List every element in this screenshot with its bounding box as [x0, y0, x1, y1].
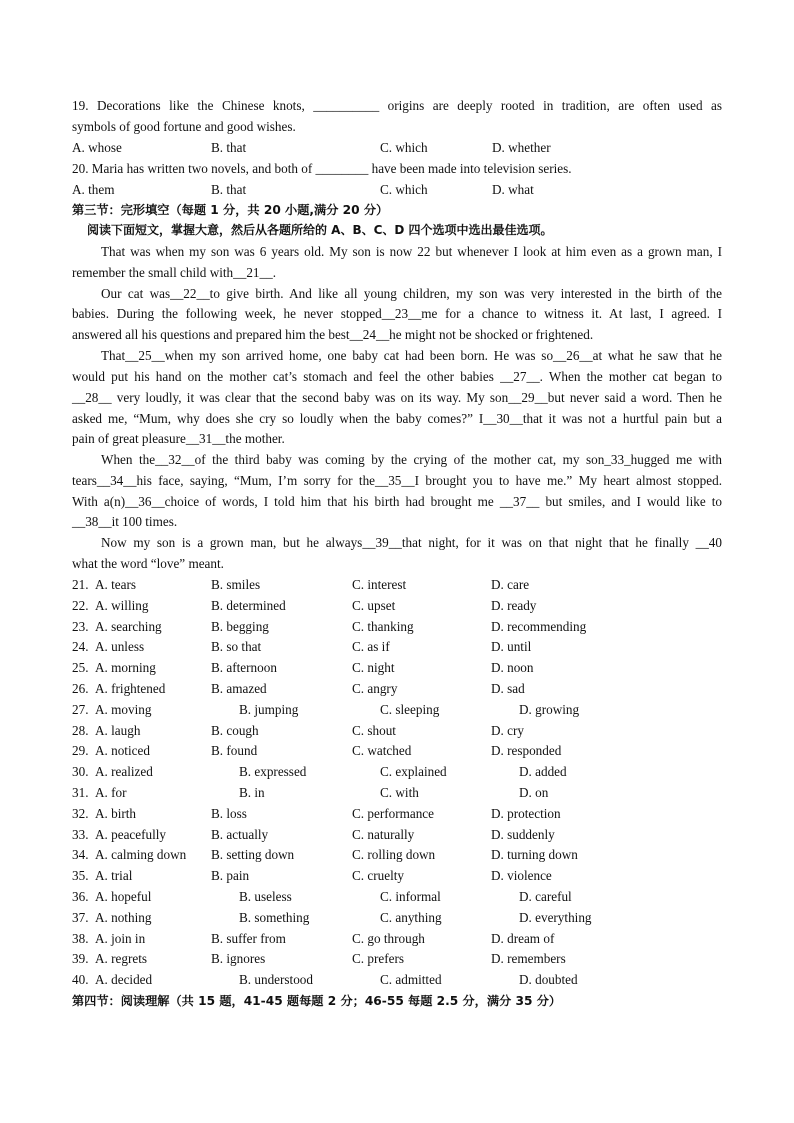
q19-option-a: A. whose	[72, 140, 122, 155]
option-b: B. suffer from	[211, 930, 286, 946]
option-a: A. searching	[95, 618, 162, 634]
question-number: 34.	[72, 847, 89, 863]
option-a: A. noticed	[95, 743, 150, 759]
option-d: D. cry	[491, 722, 524, 738]
option-b: B. something	[239, 909, 310, 925]
option-c: C. informal	[380, 889, 441, 904]
option-c: C. admitted	[380, 972, 442, 988]
passage-line: When the__32__of the third baby was coming by the crying of the mother cat, my son_33_hugged me with	[101, 452, 722, 467]
option-a: A. for	[95, 785, 127, 800]
passage-line: babies. During the following week, he never stopped__23__me for a chance to witness it. At last, I agreed. I	[72, 306, 722, 321]
question-number: 22.	[72, 597, 89, 613]
option-b: B. so that	[211, 639, 262, 655]
option-c: C. thanking	[352, 618, 414, 634]
option-c: C. explained	[380, 764, 447, 780]
option-a: A. morning	[95, 660, 156, 676]
option-a: A. moving	[95, 701, 152, 717]
question-number: 35.	[72, 868, 89, 884]
q19-stem-line1: 19. Decorations like the Chinese knots, __________ origins are deeply rooted in tradition, are often used as	[72, 98, 722, 113]
option-a: A. peacefully	[95, 826, 167, 842]
option-c: C. interest	[352, 577, 407, 592]
passage-line: __38__it 100 times.	[72, 514, 178, 529]
option-a: A. calming down	[95, 847, 187, 863]
q19-option-d: D. whether	[492, 140, 551, 155]
question-number: 39.	[72, 951, 89, 967]
option-c: C. as if	[352, 639, 390, 655]
option-a: A. willing	[95, 597, 149, 613]
option-b: B. smiles	[211, 577, 261, 592]
option-a: A. nothing	[95, 909, 152, 925]
passage-line: That was when my son was 6 years old. My son is now 22 but whenever I look at him even as a grown man, I	[101, 244, 722, 259]
option-d: D. noon	[491, 660, 534, 676]
option-c: C. angry	[352, 681, 398, 696]
question-number: 33.	[72, 826, 89, 842]
passage-line: Now my son is a grown man, but he always__39__that night, for it was on that night that he finally __40	[101, 535, 722, 550]
option-b: B. determined	[211, 597, 286, 613]
option-c: C. prefers	[352, 951, 404, 967]
option-d: D. responded	[491, 743, 562, 759]
option-d: D. added	[519, 764, 567, 780]
question-number: 28.	[72, 722, 89, 738]
question-number: 38.	[72, 930, 89, 946]
option-b: B. jumping	[239, 701, 299, 717]
q20-option-c: C. which	[380, 182, 428, 197]
q20-option-a: A. them	[72, 182, 115, 197]
option-c: C. watched	[352, 743, 412, 759]
question-number: 40.	[72, 972, 89, 988]
question-number: 31.	[72, 785, 89, 800]
option-d: D. suddenly	[491, 826, 555, 842]
option-c: C. cruelty	[352, 868, 405, 884]
option-d: D. until	[491, 639, 532, 655]
passage-line: what the word “love” meant.	[72, 556, 224, 571]
option-d: D. care	[491, 577, 530, 592]
option-c: C. with	[380, 785, 419, 800]
option-d: D. doubted	[519, 972, 578, 988]
option-d: D. ready	[491, 597, 537, 613]
option-a: A. laugh	[95, 722, 141, 738]
question-number: 36.	[72, 889, 89, 904]
option-a: A. tears	[95, 577, 137, 592]
option-b: B. useless	[239, 889, 292, 904]
option-b: B. amazed	[211, 681, 267, 696]
option-d: D. turning down	[491, 847, 578, 863]
question-number: 32.	[72, 805, 89, 821]
option-c: C. performance	[352, 805, 435, 821]
section3-directions: 阅读下面短文，掌握大意，然后从各题所给的 A、B、C、D 四个选项中选出最佳选项。	[87, 223, 553, 237]
question-number: 37.	[72, 909, 89, 925]
option-b: B. begging	[211, 618, 269, 634]
option-b: B. understood	[239, 972, 313, 988]
passage-line: remember the small child with__21__.	[72, 265, 276, 280]
question-number: 26.	[72, 681, 89, 696]
question-number: 30.	[72, 764, 89, 780]
option-a: A. unless	[95, 639, 145, 655]
option-d: D. remembers	[491, 951, 566, 967]
question-number: 29.	[72, 743, 89, 759]
section3-heading: 第三节：完形填空（每题 1 分，共 20 小题,满分 20 分）	[72, 203, 389, 217]
option-c: C. anything	[380, 909, 442, 925]
option-a: A. birth	[95, 805, 137, 821]
passage-line: __28__ very loudly, it was clear that the second baby was on its way. My son__29__but never said a word. Then he	[72, 390, 722, 405]
passage-line: With a(n)__36__choice of words, I told him that his birth had brought me __37__ but smiles, and I would like to	[72, 494, 722, 509]
passage-line: tears__34__his face, saying, “Mum, I’m sorry for the__35__I brought you to have me.” My heart almost stopped.	[72, 473, 722, 488]
q20-option-d: D. what	[492, 182, 534, 197]
option-d: D. everything	[519, 909, 592, 925]
option-b: B. setting down	[211, 847, 295, 863]
option-b: B. in	[239, 785, 265, 800]
passage-line: That__25__when my son arrived home, one baby cat had been born. He was so__26__at what he saw that he	[101, 348, 722, 363]
option-c: C. naturally	[352, 826, 415, 842]
q19-option-b: B. that	[211, 140, 247, 155]
option-a: A. hopeful	[95, 889, 152, 904]
option-c: C. go through	[352, 930, 425, 946]
option-d: D. dream of	[491, 930, 555, 946]
passage-line: pain of great pleasure__31__the mother.	[72, 431, 285, 446]
option-d: D. careful	[519, 889, 572, 904]
option-a: A. regrets	[95, 951, 147, 967]
option-b: B. expressed	[239, 764, 307, 780]
option-c: C. shout	[352, 722, 396, 738]
option-d: D. on	[519, 785, 549, 800]
option-a: A. decided	[95, 972, 153, 988]
option-b: B. ignores	[211, 951, 266, 967]
option-a: A. frightened	[95, 681, 166, 696]
question-number: 24.	[72, 639, 89, 655]
q20-option-b: B. that	[211, 182, 247, 197]
option-d: D. growing	[519, 701, 580, 717]
section4-heading: 第四节：阅读理解（共 15 题，41-45 题每题 2 分；46-55 每题 2.5 分，满分 35 分）	[72, 994, 562, 1008]
option-d: D. sad	[491, 681, 525, 696]
q19-option-c: C. which	[380, 140, 428, 155]
q19-stem-line2: symbols of good fortune and good wishes.	[72, 119, 296, 134]
option-c: C. sleeping	[380, 701, 440, 717]
question-number: 27.	[72, 701, 89, 717]
passage-line: answered all his questions and prepared him the best__24__he might not be shocked or frightened.	[72, 327, 594, 342]
passage-line: would put his hand on the mother cat’s stomach and feel the other babies __27__. When the mother cat began to	[72, 369, 722, 384]
passage-line: Our cat was__22__to give birth. And like all young children, my son was very interested in the birth of the	[101, 286, 722, 301]
option-c: C. night	[352, 660, 395, 676]
option-b: B. actually	[211, 826, 269, 842]
option-b: B. loss	[211, 805, 247, 821]
question-number: 25.	[72, 660, 89, 676]
option-d: D. violence	[491, 868, 552, 884]
option-c: C. rolling down	[352, 847, 436, 863]
passage-line: asked me, “Mum, why does she cry so loudly when the baby comes?” I__30__that it was not a hurtful pain but a	[72, 411, 722, 426]
option-b: B. cough	[211, 722, 259, 738]
option-a: A. trial	[95, 868, 133, 884]
question-number: 21.	[72, 577, 89, 592]
option-c: C. upset	[352, 597, 396, 613]
option-d: D. protection	[491, 805, 561, 821]
option-b: B. pain	[211, 868, 250, 884]
q20-stem: 20. Maria has written two novels, and both of ________ have been made into television series.	[72, 161, 572, 176]
option-a: A. realized	[95, 764, 153, 780]
option-d: D. recommending	[491, 618, 587, 634]
option-a: A. join in	[95, 930, 146, 946]
option-b: B. found	[211, 743, 258, 759]
question-number: 23.	[72, 618, 89, 634]
option-b: B. afternoon	[211, 660, 277, 676]
